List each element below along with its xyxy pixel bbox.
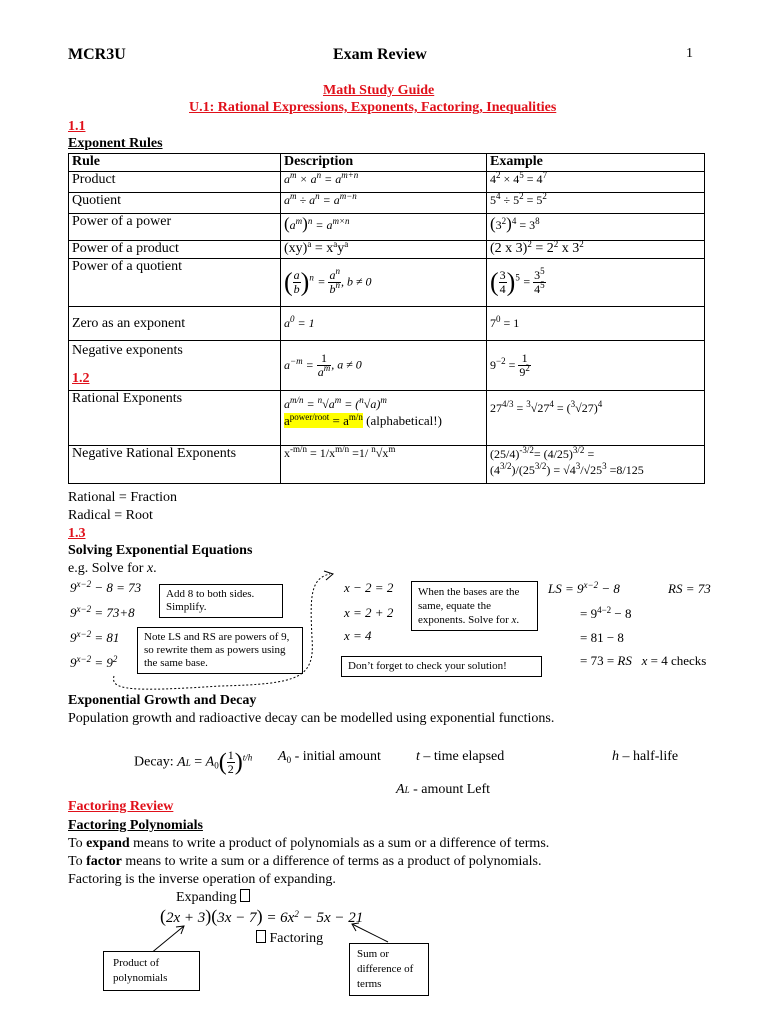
rational-definition: Rational = Fraction xyxy=(68,490,177,505)
factoring-label: Factoring xyxy=(256,930,323,947)
note-sum-difference: Sum or difference of terms xyxy=(349,943,429,996)
note-powers-of-9: Note LS and RS are powers of 9, so rewrite them as powers using the same base. xyxy=(137,627,303,674)
table-header: Example xyxy=(487,154,705,172)
expanding-label: Expanding xyxy=(176,889,250,906)
table-row xyxy=(69,259,705,307)
factor-definition: To factor means to write a sum or a difference of terms as a product of polynomials. xyxy=(68,854,542,869)
rule-name: Negative Rational Exponents xyxy=(69,446,281,484)
check-ls: LS = $9^{x-2} - 8$ xyxy=(548,580,620,596)
eq-step-2: $9^{x-2} = 73+8$ xyxy=(70,604,135,620)
rule-description: $a^0 = 1$ xyxy=(281,307,487,341)
rule-name: Power of a product xyxy=(69,241,281,259)
section-1-3-label: 1.3 xyxy=(68,526,86,541)
rule-name: 1.2 Rational Exponents xyxy=(69,391,281,446)
growth-decay-heading: Exponential Growth and Decay xyxy=(68,693,257,708)
dashed-connector-arrow xyxy=(100,568,350,698)
note-check-solution: Don’t forget to check your solution! xyxy=(341,656,542,677)
table-header: Rule xyxy=(69,154,281,172)
rule-description: $a^m \times a^n = a^{m+n}$ xyxy=(281,172,487,193)
study-guide-title: Math Study Guide xyxy=(323,83,435,98)
rule-example: $4^2 \times 4^5 = 4^7$ xyxy=(487,172,705,193)
inverse-operation-text: Factoring is the inverse operation of expanding. xyxy=(68,872,336,887)
factoring-equation: $(2x + 3)(3x - 7) = 6x^2 - 5x - 21$ xyxy=(160,906,364,926)
table-row xyxy=(69,172,705,193)
rule-description: $(a^m)^n = a^{m\times n}$ xyxy=(281,214,487,241)
eq-step-1: $9^{x-2} - 8 = 73$ xyxy=(70,579,142,595)
rule-name: Negative exponents xyxy=(69,341,281,391)
decay-formula: Decay: AL = $A_0$( $\frac{1}{2}$ )$^{t/h}$ xyxy=(134,748,253,776)
eq-step-3: $9^{x-2} = 81$ xyxy=(70,629,120,645)
table-row xyxy=(69,391,705,446)
initial-amount-label: $A_0$ - initial amount xyxy=(278,749,381,765)
course-code: MCR3U xyxy=(68,46,126,63)
exponent-rules-heading: Exponent Rules xyxy=(68,136,163,151)
table-row xyxy=(69,193,705,214)
eq-mid-2: x = 2 + 2 xyxy=(344,605,394,620)
expand-definition: To expand means to write a product of polynomials as a sum or a difference of terms. xyxy=(68,836,550,851)
table-header-row xyxy=(69,154,705,172)
eq-mid-3: x = 4 xyxy=(344,628,372,643)
table-row xyxy=(69,307,705,341)
rule-name: Product xyxy=(69,172,281,193)
document-title: Exam Review xyxy=(333,46,427,63)
table-header: Description xyxy=(281,154,487,172)
solving-equations-heading: Solving Exponential Equations xyxy=(68,543,253,558)
rule-example: ( $\frac{3}{4}$ )$^5$ = $\frac{3^5}{4^5}$ xyxy=(487,259,705,307)
rule-description: $x^{-m/n} = 1/x^{m/n} =1/$ $^n√x^m$ xyxy=(281,446,487,484)
note-equate-exponents: When the bases are the same, equate the exponents. Solve for x. xyxy=(411,581,538,631)
factoring-polynomials-heading: Factoring Polynomials xyxy=(68,818,203,833)
rule-description: $a^m \div a^n = a^{m-n}$ xyxy=(281,193,487,214)
amount-left-label: AL - amount Left xyxy=(396,782,491,797)
rule-description: $a^{m/n} = ^n√a^m = (^n√a)^m$ $a^{power/root} = a^{m/n}$ (alphabetical!) xyxy=(281,391,487,446)
time-elapsed-label: t – time elapsed xyxy=(416,749,505,764)
rule-example: (2 x $3)^2 = 2^2$ x $3^2$ xyxy=(487,241,705,259)
note-add-8: Add 8 to both sides. Simplify. xyxy=(159,584,283,618)
note-product-of-polynomials: Product of polynomials xyxy=(103,951,200,991)
section-1-1-label: 1.1 xyxy=(68,119,86,134)
eq-mid-1: x − 2 = 2 xyxy=(344,580,394,595)
rule-name: Zero as an exponent xyxy=(69,307,281,341)
check-step-3: = 73 = RS x = 4 checks xyxy=(580,653,707,668)
half-life-label: h – half-life xyxy=(612,749,679,764)
radical-definition: Radical = Root xyxy=(68,508,153,523)
rule-name: Quotient xyxy=(69,193,281,214)
rule-description: $(xy)^a = x^ay^a$ xyxy=(281,241,487,259)
page-number: 1 xyxy=(686,46,693,61)
rule-example: $27^{4/3} = ^3√27^4 = (^3√27)^4$ xyxy=(487,391,705,446)
rule-example: $9^{-2}$ = $\frac{1}{9^2}$ xyxy=(487,341,705,391)
unit-title: U.1: Rational Expressions, Exponents, Factoring, Inequalities xyxy=(189,100,557,115)
rule-name: Power of a power xyxy=(69,214,281,241)
check-step-1: = $9^{4-2} - 8$ xyxy=(580,605,632,621)
table-row xyxy=(69,214,705,241)
arrow-right-icon xyxy=(240,889,250,902)
table-row xyxy=(69,241,705,259)
factoring-review-heading: Factoring Review xyxy=(68,799,174,814)
growth-decay-text: Population growth and radioactive decay can be modelled using exponential functions. xyxy=(68,711,555,726)
check-rs: RS = 73 xyxy=(668,581,711,596)
eq-step-4: $9^{x-2} = 9^2$ xyxy=(70,654,118,670)
rule-example: $7^0 = 1$ xyxy=(487,307,705,341)
solve-example: e.g. Solve for x. xyxy=(68,561,157,576)
rule-name: Power of a quotient xyxy=(69,259,281,307)
rule-example: $(25/4)^{-3/2}= (4/25)^{3/2}$ = $(4^{3/2})/(25^{3/2}) = √4^3/√25^3 =8/125$ xyxy=(487,446,705,484)
rule-example: $(3^2)^4 = 3^8$ xyxy=(487,214,705,241)
rule-description: ( $\frac{a}{b}$ )$^n$ = $\frac{a^n}{b^n}$ , b ≠ 0 xyxy=(281,259,487,307)
rule-example: $5^4 \div 5^2 = 5^2$ xyxy=(487,193,705,214)
exponent-rules-table xyxy=(68,153,705,484)
check-step-2: = 81 − 8 xyxy=(580,630,624,645)
table-row xyxy=(69,446,705,484)
rule-description: $a^{-m}$ = $\frac{1}{a^m}$ , a ≠ 0 xyxy=(281,341,487,391)
